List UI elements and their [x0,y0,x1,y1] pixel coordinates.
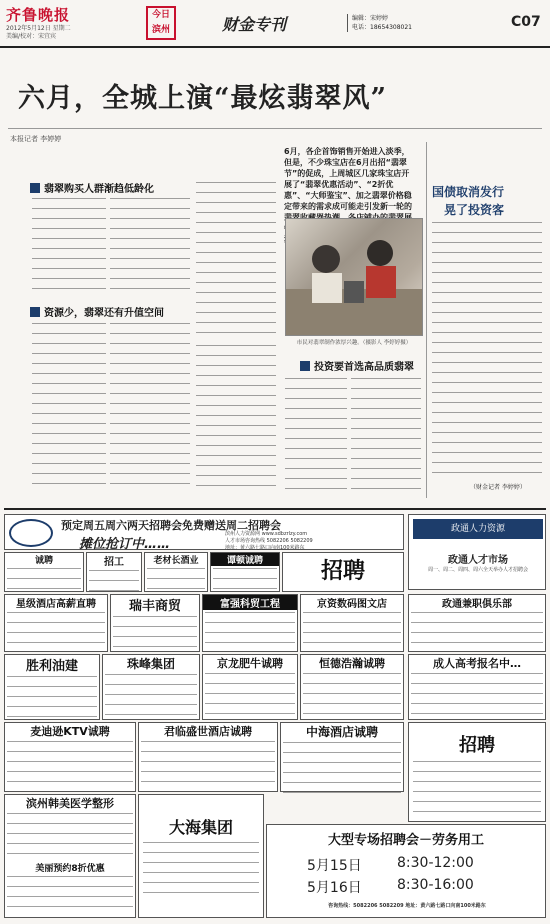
subhead-3-text: 投资要首选高品质翡翠 [314,362,414,373]
ad-subtitle: 美丽预约8折优惠 [35,864,105,874]
right-article-body [432,222,542,480]
masthead: 齐鲁晚报 [6,6,71,24]
ad-title: 胜利油建 [25,659,78,674]
ad-ruifeng [110,594,200,652]
ad-jinglong [202,654,298,720]
headline-rule [8,128,542,129]
right-byline: （财金记者 李婷婷） [470,484,526,491]
ad-hanmei [4,794,136,918]
meta-text: 美编/校对：宋宜宾 [6,33,57,40]
column-divider [426,142,427,498]
ad-title: 麦迪逊KTV诚聘 [30,725,110,738]
ad-jingxiu [300,594,404,652]
editor-phone: 电话：18654308021 [352,24,412,31]
ad-zhuozhu [102,654,200,720]
ad-laocai [144,552,208,592]
dateline [6,25,71,41]
ad-hengde [300,654,404,720]
ad-title: 诚聘 [34,556,53,566]
date-text: 2012年5月12日 星期二 [6,25,71,32]
ad-maidao [4,722,136,792]
article-body-col5 [285,378,347,494]
ad-title: 恒德浩瀚诚聘 [319,657,385,670]
ad-zhengtong [408,594,546,652]
ad-title: 君临盛世酒店诚聘 [164,725,252,738]
article-body-col4 [196,345,276,495]
article-body-col1b [110,198,190,296]
right-title-1: 国债取消发行 [432,185,505,199]
ad-dahai [138,794,264,918]
partner-logo: 政通人力资源 [413,519,543,539]
editor-name: 编辑：宋婷婷 [352,15,389,22]
ad-title: 瑞丰商贸 [128,599,181,614]
ad-chengren [408,654,546,720]
subhead-2 [30,304,164,319]
ad-title: 中海酒店诚聘 [305,725,378,739]
fair-date-1: 5月15日 [307,858,362,874]
talent-market-sub: 周一、周二、周四、周六全天举办人才招聘会 [427,567,528,573]
ad-shengli [4,654,100,720]
subhead-1-text: 翡翠购买人群渐趋低龄化 [44,184,154,195]
zhengtong-talent-ad [408,514,546,590]
bullet-icon [300,361,310,371]
ad-title: 珠峰集团 [126,657,175,671]
ad-job-fair [266,824,546,918]
seal-line-1: 今日 [151,10,170,20]
article-body-col1a [32,198,106,296]
lead-paragraph: 6月，各企首饰销售开始进入淡季，但是，不少珠宝店在6月出招“翡翠节”的促成，上周城区几家珠宝店开展了“翡翠优惠活动”、“2折优惠”、“大师鉴宝”、加之翡翠价格稳定带来的需求成可能走引发新一轮的 [284,147,412,211]
bullet-icon [30,307,40,317]
article-body-col2b [110,323,190,493]
ad-title: 大海集团 [168,818,233,837]
article-body-col6 [351,378,421,494]
recruit-banner [4,514,404,550]
article-body-col3 [196,182,276,342]
fair-date-2: 5月16日 [307,880,362,896]
fair-time-2: 8:30-16:00 [397,877,474,893]
ad-pudu [210,552,280,592]
page-header [0,0,550,48]
section-title: 财金专刊 [222,15,287,34]
ad-zhaopin2 [408,722,546,822]
ad-junjie [138,722,278,792]
banner-phone: 人才市场咨询热线 5082206 5082209 [225,538,313,544]
ad-section-rule [4,508,546,510]
ad-fuqiang [202,594,298,652]
ad-title: 政通兼职俱乐部 [442,599,512,610]
byline: 本报记者 李婷婷 [10,135,62,143]
subhead-3 [300,358,414,373]
right-title-2: 晃了投资客 [444,203,505,217]
ad-zhonghai [280,722,404,792]
ad-title: 京资数码图文店 [317,599,387,610]
ad-zhaogong [86,552,142,592]
edition-seal [146,6,176,40]
ad-title: 京龙肥牛诚聘 [217,657,283,670]
article-body-col2a [32,323,106,493]
photo-illustration [286,219,422,335]
ad-title: 招聘 [459,735,495,756]
ad-title: 成人高考报名中… [433,657,521,670]
ad-zhaopin-big [282,552,404,592]
ad-xingyue [4,594,108,652]
subhead-2-text: 资源少，翡翠还有升值空间 [44,308,164,319]
banner-title: 预定周五周六两天招聘会免费赠送周二招聘会 [61,519,281,532]
subhead-1 [30,180,154,195]
banner-site[interactable]: www.sdbzrlzy.com [261,531,308,537]
editor-info [347,14,412,32]
bullet-icon [30,183,40,193]
ad-title: 谭顿诚聘 [211,553,279,566]
ad-title: 招工 [104,557,124,568]
ad-title: 富强科贸工程 [203,595,297,610]
hr-logo-icon [9,519,53,547]
fair-contact: 咨询热线：5082206 5082209 地址：黄六路七路口向南100米路东 [328,903,486,909]
ad-title: 招聘 [320,559,365,584]
banner-address: 地址：黄六路七路口向南100米路东 [225,545,305,551]
banner-slogan: 摊位抢订中…… [79,537,171,552]
ad-chengpin [4,552,84,592]
photo-caption: 市民对翡翠制作浓厚兴趣。（摄影人 李婷婷摄） [296,340,412,346]
ad-title: 星级酒店高薪直聘 [16,599,96,610]
banner-org: 滨州人力资源网 [225,531,261,537]
banner-contact [225,531,395,552]
jade-photo [285,218,423,336]
ad-title: 滨州韩美医学整形 [26,797,114,810]
page-number: C07 [511,14,541,30]
seal-line-2: 滨州 [151,25,170,35]
ad-title: 老材长酒业 [153,556,199,566]
fair-title: 大型专场招聘会－劳务用工 [327,833,484,848]
talent-market-title: 政通人才市场 [448,555,508,566]
main-headline: 六月，全城上演“最炫翡翠风” [18,83,388,114]
fair-time-1: 8:30-12:00 [397,855,474,871]
